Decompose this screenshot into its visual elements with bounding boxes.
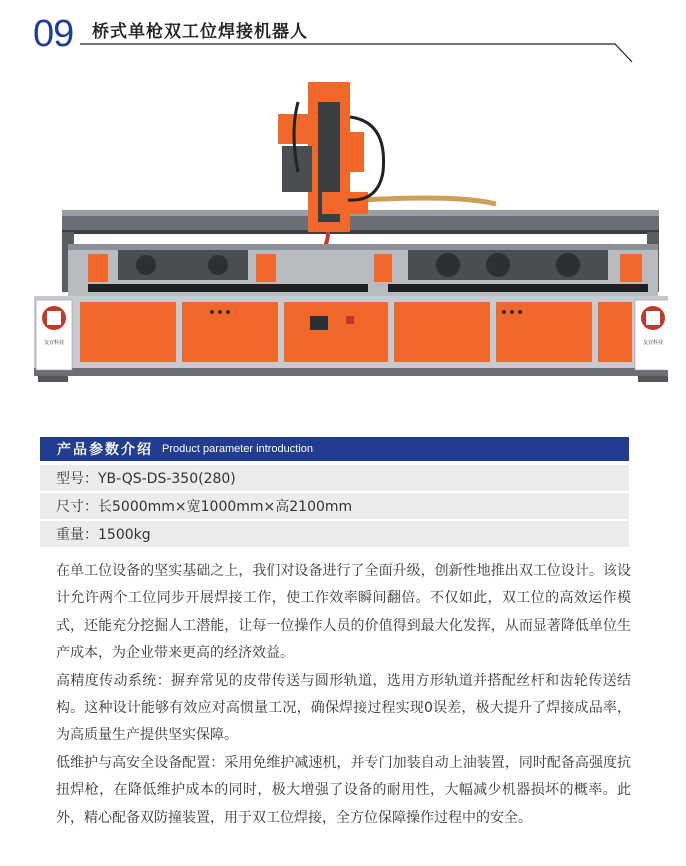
paragraph-safety: 低维护与高安全设备配置：采用免维护减速机，并专门加装自动上油装置，同时配备高强度抗扭焊枪，在降低维护成本的同时，极大增强了设备的耐用性，大幅减少机器损坏的概率。此外，精心配备双防撞装置，用于双工位焊接，全方位保障操作过程中的安全。 (56, 754, 631, 826)
paragraph-intro: 在单工位设备的坚实基础之上，我们对设备进行了全面升级，创新性地推出双工位设计。该设计允许两个工位同步开展焊接工作，使工作效率瞬间翻倍。不仅如此，双工位的高效运作模式，还能充分挖掘人工潜能，让每一位操作人员的价值得到最大化发挥，从而显著降低单位生产成本，为企业带来更高的经济效益。 (56, 563, 631, 662)
gantry-rail (62, 214, 659, 232)
spec-weight: 重量：1500kg (40, 521, 629, 547)
description (56, 558, 631, 832)
header-rule (0, 0, 686, 70)
logo-label-left: 友宜科技 (43, 340, 65, 346)
cabinet-door-1 (80, 302, 176, 362)
page-header (0, 0, 686, 70)
product-photo (28, 72, 668, 402)
spec-dimensions: 尺寸：长5000mm×宽1000mm×高2100mm (40, 493, 629, 519)
page-title: 桥式单枪双工位焊接机器人 (92, 22, 308, 42)
section-title-cn: 产品参数介绍 (57, 442, 153, 458)
section-header (40, 437, 629, 461)
cabinet-door-4 (394, 302, 490, 362)
section-number: 09 (33, 13, 74, 55)
spec-model: 型号：YB-QS-DS-350(280) (40, 465, 629, 491)
paragraph-transmission: 高精度传动系统：摒弃常见的皮带传送与圆形轨道，选用方形轨道并搭配丝杆和齿轮传送结构。这种设计能够有效应对高惯量工况，确保焊接过程实现0误差，极大提升了焊接成品率，为高质量生产提供坚实保障。 (56, 672, 631, 744)
cabinet-door-6 (598, 302, 632, 362)
section-title-en: Product parameter introduction (162, 443, 314, 455)
cabinet-door-2 (182, 302, 278, 362)
cabinet-door-3 (284, 302, 388, 362)
logo-label-right: 友宜科技 (642, 340, 664, 346)
